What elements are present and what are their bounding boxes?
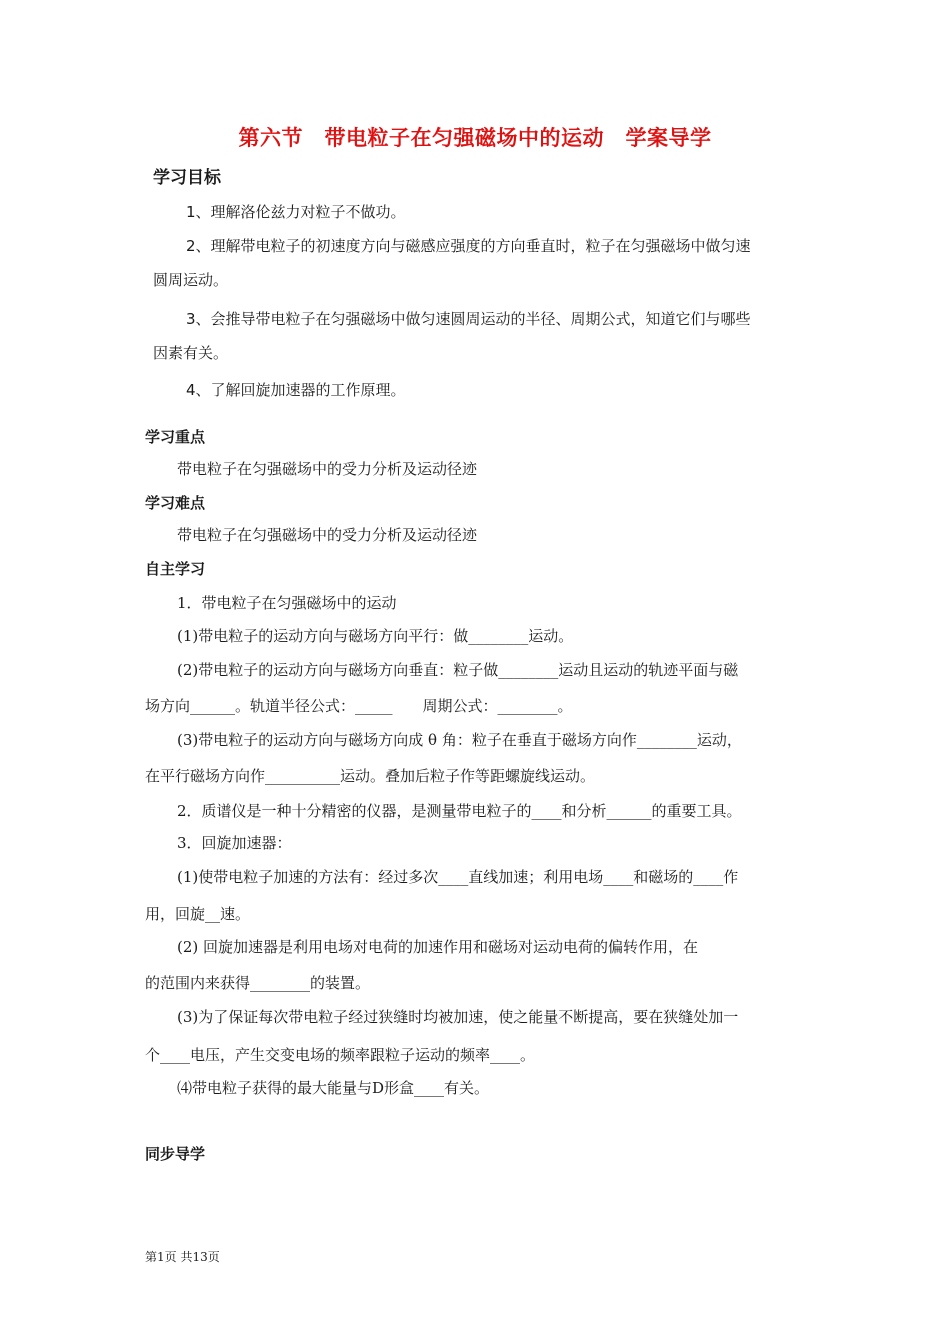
- self-study-q1-3-line2: 在平行磁场方向作__________运动。叠加后粒子作等距螺旋线运动。: [145, 767, 596, 785]
- difficulties-heading: 学习难点: [145, 494, 206, 512]
- self-study-q3-2-line2: 的范围内来获得________的装置。: [145, 974, 371, 992]
- objectives-heading: 学习目标: [153, 168, 221, 188]
- page-title: 第六节 带电粒子在匀强磁场中的运动 学案导学: [238, 126, 712, 150]
- objective-4: 4、了解回旋加速器的工作原理。: [186, 381, 406, 399]
- key-points-heading: 学习重点: [145, 428, 206, 446]
- self-study-q1-3-line1: (3)带电粒子的运动方向与磁场方向成 θ 角：粒子在垂直于磁场方向作________运动，: [177, 731, 742, 749]
- self-study-heading: 自主学习: [145, 560, 206, 578]
- objective-2-line1: 2、理解带电粒子的初速度方向与磁感应强度的方向垂直时，粒子在匀强磁场中做匀速: [186, 237, 751, 255]
- sync-heading: 同步导学: [145, 1145, 206, 1163]
- self-study-q1-2-line2: 场方向______。轨道半径公式：_____ 周期公式：________。: [145, 697, 573, 715]
- self-study-q1-1: (1)带电粒子的运动方向与磁场方向平行：做________运动。: [177, 627, 574, 645]
- objective-1: 1、理解洛伦兹力对粒子不做功。: [186, 203, 406, 221]
- key-points-text: 带电粒子在匀强磁场中的受力分析及运动径迹: [177, 460, 478, 478]
- self-study-q3-2-line1: (2) 回旋加速器是利用电场对电荷的加速作用和磁场对运动电荷的偏转作用，在: [177, 938, 699, 956]
- self-study-q1-2-line1: (2)带电粒子的运动方向与磁场方向垂直：粒子做________运动且运动的轨迹平面与磁: [177, 661, 739, 679]
- self-study-q1: 1．带电粒子在匀强磁场中的运动: [177, 594, 397, 612]
- self-study-q3-3-line2: 个____电压，产生交变电场的频率跟粒子运动的频率____。: [145, 1046, 536, 1064]
- objective-3-line2: 因素有关。: [153, 344, 229, 362]
- objective-3-line1: 3、会推导带电粒子在匀强磁场中做匀速圆周运动的半径、周期公式，知道它们与哪些: [186, 310, 751, 328]
- self-study-q3-3-line1: (3)为了保证每次带电粒子经过狭缝时均被加速，使之能量不断提高，要在狭缝处加一: [177, 1008, 739, 1026]
- page-footer: 第1页 共13页: [145, 1250, 220, 1264]
- self-study-q3: 3．回旋加速器：: [177, 834, 292, 852]
- self-study-q2: 2．质谱仪是一种十分精密的仪器，是测量带电粒子的____和分析______的重要工具。: [177, 802, 742, 820]
- self-study-q3-1-line2: 用，回旋__速。: [145, 905, 251, 923]
- self-study-q3-4: ⑷带电粒子获得的最大能量与D形盒____有关。: [177, 1079, 490, 1097]
- self-study-q3-1-line1: (1)使带电粒子加速的方法有：经过多次____直线加速；利用电场____和磁场的____作: [177, 868, 739, 886]
- difficulties-text: 带电粒子在匀强磁场中的受力分析及运动径迹: [177, 526, 478, 544]
- objective-2-line2: 圆周运动。: [153, 271, 229, 289]
